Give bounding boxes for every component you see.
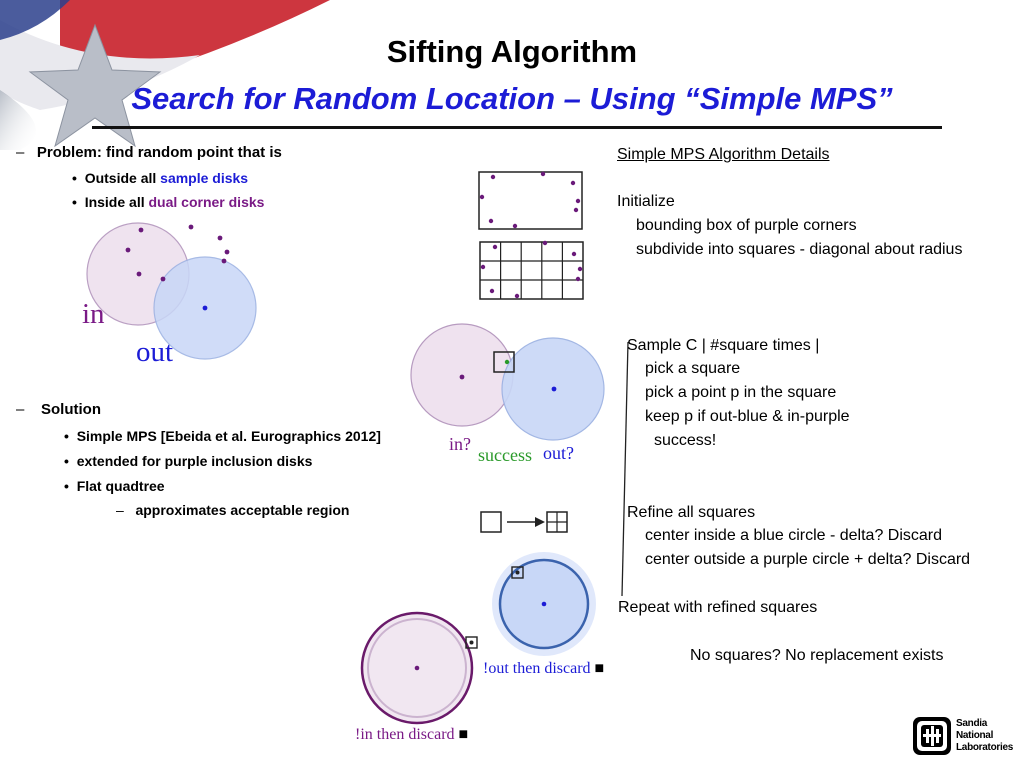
bullet: •	[72, 194, 77, 210]
solution-subitem	[116, 502, 349, 518]
in-discard-text: !in then discard	[355, 726, 455, 743]
logo-line: Laboratories	[956, 742, 1013, 753]
bullet: •	[64, 478, 69, 494]
subitem-text: approximates acceptable region	[135, 502, 350, 518]
item-text: Simple MPS [Ebeida et al. Eurographics 2012]	[76, 428, 381, 444]
refine-line-1: center outside a purple circle + delta? Discard	[645, 551, 971, 568]
sandia-logo-text	[956, 718, 1013, 754]
bounding-box	[479, 172, 582, 229]
dash-marker: –	[16, 401, 25, 418]
problem-heading-text: Problem: find random point that is	[36, 144, 282, 161]
solution-heading	[16, 401, 101, 418]
success-point	[505, 360, 509, 364]
slide-title: Sifting Algorithm	[386, 34, 638, 69]
sample-disks-label: sample disks	[160, 170, 249, 186]
success-label: success	[478, 445, 532, 465]
bullet: •	[64, 428, 69, 444]
bullet: •	[72, 170, 77, 186]
solution-item-0	[64, 428, 381, 444]
bracket-line	[622, 342, 628, 596]
logo-line: Sandia	[956, 718, 987, 729]
dual-corner-disks-label: dual corner disks	[148, 194, 265, 210]
details-heading: Simple MPS Algorithm Details	[617, 146, 830, 163]
out-discard-label	[483, 660, 604, 678]
sample-figure	[411, 324, 604, 440]
in-discard-label	[355, 726, 468, 744]
refine-line-0: center inside a blue circle - delta? Discard	[645, 527, 943, 544]
item-text: extended for purple inclusion disks	[76, 453, 313, 469]
refine-label: Refine all squares	[627, 504, 756, 521]
in-question-label: in?	[449, 434, 471, 454]
sample-line-1: pick a point p in the square	[645, 384, 837, 401]
out-question-label: out?	[543, 443, 574, 463]
initialize-label: Initialize	[617, 193, 675, 210]
out-discard-text: !out then discard	[483, 660, 591, 677]
solution-heading-text: Solution	[41, 401, 102, 418]
slide-subtitle: Search for Random Location – Using “Simple MPS”	[131, 81, 893, 116]
logo-line: National	[956, 730, 994, 741]
dash-marker: –	[16, 144, 25, 161]
solution-item-1	[64, 453, 312, 469]
no-squares-label: No squares? No replacement exists	[690, 647, 944, 664]
item-text: Inside all	[84, 194, 149, 210]
item-text: Flat quadtree	[76, 478, 165, 494]
repeat-label: Repeat with refined squares	[618, 599, 818, 616]
sandia-logo-icon	[912, 716, 952, 756]
subdivided-grid-figure	[480, 241, 583, 299]
dash-marker: –	[116, 502, 124, 518]
square-icon: ■	[594, 660, 605, 677]
item-text: Outside all	[84, 170, 161, 186]
refine-arrow-figure	[481, 512, 567, 532]
arrow-head-icon	[535, 517, 545, 527]
in-label: in	[82, 298, 105, 330]
sample-label: Sample C | #square times |	[627, 337, 820, 354]
solution-item-2	[64, 478, 165, 494]
sample-line-0: pick a square	[645, 360, 741, 377]
blue-discard-figure	[492, 552, 596, 656]
square-icon: ■	[458, 726, 469, 743]
purple-discard-figure	[362, 613, 477, 723]
bullet: •	[64, 453, 69, 469]
bounding-box-figure	[479, 172, 582, 229]
init-line-0: bounding box of purple corners	[636, 217, 857, 234]
sample-line-2: keep p if out-blue & in-purple	[645, 408, 850, 425]
success-text: success!	[654, 432, 717, 449]
out-label: out	[136, 336, 174, 368]
init-line-1: subdivide into squares - diagonal about radius	[636, 241, 963, 258]
blue-point	[203, 306, 208, 311]
